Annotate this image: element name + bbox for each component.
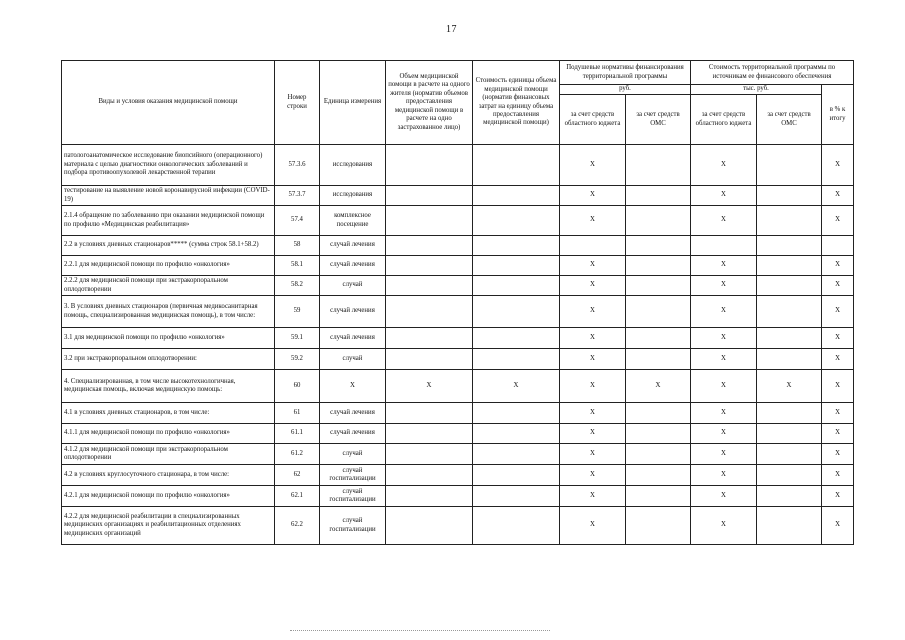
row-unit: случай лечения xyxy=(320,328,386,349)
row-unit-cost xyxy=(473,403,560,424)
row-per-capita-budget: X xyxy=(560,276,626,296)
row-description: 4.1.1 для медицинской помощи по профилю «онкология» xyxy=(62,424,275,444)
header-cost-budget: за счет средств областного юджета xyxy=(691,95,757,145)
row-cost-oms xyxy=(757,186,822,206)
row-unit: случай лечения xyxy=(320,403,386,424)
row-cost-oms xyxy=(757,424,822,444)
row-unit: случай xyxy=(320,444,386,465)
row-unit: X xyxy=(320,370,386,403)
row-description: 4. Специализированная, в том числе высокотехнологичная, медицинская помощь, включая медицинскую помощь: xyxy=(62,370,275,403)
row-per-capita-oms xyxy=(626,145,691,186)
row-cost-budget: X xyxy=(691,296,757,328)
row-description: 3.1 для медицинской помощи по профилю «онкология» xyxy=(62,328,275,349)
row-per-capita-budget: X xyxy=(560,328,626,349)
row-cost-percent: X xyxy=(822,349,854,370)
financing-table xyxy=(61,60,854,545)
table-row xyxy=(62,465,854,486)
row-cost-percent: X xyxy=(822,507,854,545)
header-cost-unit: тыс. руб. xyxy=(691,85,822,95)
row-cost-percent: X xyxy=(822,424,854,444)
row-number: 61.2 xyxy=(275,444,320,465)
row-description: 2.2 в условиях дневных стационаров***** (сумма строк 58.1+58.2) xyxy=(62,236,275,256)
header-unit-cost: Стоимость единицы объема медицинской помощи (норматив финансовых затрат на единицу объема предоставления медицинской помощи) xyxy=(473,61,560,145)
header-volume: Объем медицинской помощи в расчете на одного жителя (норматив объемов предоставления медицинской помощи в расчете на одно застрахованное лицо) xyxy=(386,61,473,145)
header-per-capita-budget: за счет средств областного юджета xyxy=(560,95,626,145)
row-cost-oms xyxy=(757,276,822,296)
row-unit: случай xyxy=(320,276,386,296)
row-description: 2.2.2 для медицинской помощи при экстракорпоральном оплодотворении xyxy=(62,276,275,296)
row-volume xyxy=(386,403,473,424)
row-unit-cost xyxy=(473,276,560,296)
row-unit: случай лечения xyxy=(320,236,386,256)
row-volume xyxy=(386,145,473,186)
row-number: 62.2 xyxy=(275,507,320,545)
row-number: 59.1 xyxy=(275,328,320,349)
row-unit-cost xyxy=(473,465,560,486)
row-per-capita-oms xyxy=(626,486,691,507)
row-cost-oms xyxy=(757,206,822,236)
row-number: 57.4 xyxy=(275,206,320,236)
row-description: 3.2 при экстракорпоральном оплодотворении: xyxy=(62,349,275,370)
header-cost-percent: в % к итогу xyxy=(822,85,854,145)
row-cost-oms xyxy=(757,403,822,424)
row-number: 57.3.6 xyxy=(275,145,320,186)
row-volume: X xyxy=(386,370,473,403)
scan-artifact-line xyxy=(290,630,550,632)
row-cost-budget: X xyxy=(691,256,757,276)
row-per-capita-oms xyxy=(626,328,691,349)
row-volume xyxy=(386,328,473,349)
row-volume xyxy=(386,349,473,370)
row-volume xyxy=(386,444,473,465)
row-description: 2.1.4 обращение по заболеванию при оказании медицинской помощи по профилю «Медицинская реабилитация» xyxy=(62,206,275,236)
table-row xyxy=(62,296,854,328)
table-row xyxy=(62,507,854,545)
row-unit: исследования xyxy=(320,186,386,206)
row-cost-budget xyxy=(691,236,757,256)
row-cost-oms xyxy=(757,507,822,545)
row-cost-budget: X xyxy=(691,276,757,296)
row-description: 4.2.1 для медицинской помощи по профилю «онкология» xyxy=(62,486,275,507)
row-cost-budget: X xyxy=(691,403,757,424)
row-cost-oms xyxy=(757,444,822,465)
row-unit-cost: X xyxy=(473,370,560,403)
row-per-capita-oms xyxy=(626,296,691,328)
row-cost-oms xyxy=(757,256,822,276)
row-unit: исследования xyxy=(320,145,386,186)
row-per-capita-oms xyxy=(626,236,691,256)
row-unit-cost xyxy=(473,444,560,465)
table-row xyxy=(62,328,854,349)
row-volume xyxy=(386,486,473,507)
row-cost-percent: X xyxy=(822,206,854,236)
row-volume xyxy=(386,256,473,276)
header-row-number: Номер строки xyxy=(275,61,320,145)
row-volume xyxy=(386,507,473,545)
row-per-capita-oms xyxy=(626,186,691,206)
row-per-capita-oms xyxy=(626,276,691,296)
row-volume xyxy=(386,465,473,486)
row-description: 4.1 в условиях дневных стационаров, в том числе: xyxy=(62,403,275,424)
row-volume xyxy=(386,206,473,236)
row-cost-budget: X xyxy=(691,349,757,370)
row-per-capita-budget: X xyxy=(560,256,626,276)
row-unit: случай госпитализации xyxy=(320,507,386,545)
row-number: 58.2 xyxy=(275,276,320,296)
row-description: тестирование на выявление новой коронавирусной инфекции (COVID-19) xyxy=(62,186,275,206)
row-per-capita-budget: X xyxy=(560,403,626,424)
row-cost-budget: X xyxy=(691,465,757,486)
row-cost-percent: X xyxy=(822,486,854,507)
header-kind: Виды и условия оказания медицинской помощи xyxy=(62,61,275,145)
row-cost-oms xyxy=(757,486,822,507)
table-row xyxy=(62,186,854,206)
row-number: 62.1 xyxy=(275,486,320,507)
row-cost-budget: X xyxy=(691,370,757,403)
row-cost-oms xyxy=(757,349,822,370)
row-cost-percent: X xyxy=(822,403,854,424)
header-per-capita-unit: руб. xyxy=(560,85,691,95)
row-cost-percent: X xyxy=(822,328,854,349)
row-cost-budget: X xyxy=(691,444,757,465)
row-per-capita-oms xyxy=(626,256,691,276)
row-per-capita-oms xyxy=(626,507,691,545)
row-number: 58 xyxy=(275,236,320,256)
row-per-capita-budget: X xyxy=(560,465,626,486)
row-cost-percent: X xyxy=(822,296,854,328)
row-per-capita-oms xyxy=(626,403,691,424)
row-unit: случай госпитализации xyxy=(320,465,386,486)
row-description: 4.1.2 для медицинской помощи при экстракорпоральном оплодотворении xyxy=(62,444,275,465)
row-per-capita-budget: X xyxy=(560,296,626,328)
header-unit: Единица измерения xyxy=(320,61,386,145)
row-number: 59.2 xyxy=(275,349,320,370)
row-cost-budget: X xyxy=(691,424,757,444)
row-per-capita-budget: X xyxy=(560,444,626,465)
row-cost-percent: X xyxy=(822,256,854,276)
row-per-capita-oms xyxy=(626,444,691,465)
table-row xyxy=(62,349,854,370)
table-header xyxy=(62,61,854,145)
row-cost-oms xyxy=(757,145,822,186)
row-unit: случай госпитализации xyxy=(320,486,386,507)
table-row xyxy=(62,145,854,186)
row-volume xyxy=(386,186,473,206)
row-unit-cost xyxy=(473,256,560,276)
row-number: 59 xyxy=(275,296,320,328)
row-unit: случай лечения xyxy=(320,296,386,328)
header-program-cost: Стоимость территориальной программы по источникам ее финансового обеспечения xyxy=(691,61,854,85)
row-unit: случай лечения xyxy=(320,424,386,444)
row-per-capita-budget: X xyxy=(560,424,626,444)
table-row xyxy=(62,370,854,403)
row-per-capita-oms xyxy=(626,349,691,370)
row-per-capita-budget xyxy=(560,236,626,256)
row-volume xyxy=(386,424,473,444)
row-number: 60 xyxy=(275,370,320,403)
row-cost-budget: X xyxy=(691,186,757,206)
row-description: 4.2 в условиях круглосуточного стационара, в том числе: xyxy=(62,465,275,486)
row-description: 4.2.2 для медицинской реабилитации в специализированных медицинских организациях и реабилитационных отделениях медицинских организаций xyxy=(62,507,275,545)
row-unit-cost xyxy=(473,349,560,370)
row-number: 61.1 xyxy=(275,424,320,444)
row-cost-budget: X xyxy=(691,145,757,186)
row-number: 58.1 xyxy=(275,256,320,276)
row-unit-cost xyxy=(473,328,560,349)
row-unit-cost xyxy=(473,236,560,256)
row-unit-cost xyxy=(473,145,560,186)
row-cost-oms xyxy=(757,296,822,328)
row-cost-percent: X xyxy=(822,465,854,486)
row-per-capita-budget: X xyxy=(560,186,626,206)
row-unit-cost xyxy=(473,206,560,236)
row-per-capita-budget: X xyxy=(560,507,626,545)
row-unit-cost xyxy=(473,296,560,328)
row-unit-cost xyxy=(473,424,560,444)
row-volume xyxy=(386,236,473,256)
row-cost-budget: X xyxy=(691,486,757,507)
row-cost-oms xyxy=(757,236,822,256)
row-cost-percent: X xyxy=(822,370,854,403)
row-unit-cost xyxy=(473,186,560,206)
table-row xyxy=(62,236,854,256)
row-cost-oms: X xyxy=(757,370,822,403)
row-per-capita-budget: X xyxy=(560,145,626,186)
row-number: 62 xyxy=(275,465,320,486)
table-row xyxy=(62,424,854,444)
row-per-capita-budget: X xyxy=(560,349,626,370)
row-unit-cost xyxy=(473,486,560,507)
row-cost-budget: X xyxy=(691,206,757,236)
row-description: 3. В условиях дневных стационаров (первичная медикосанитарная помощь, специализированная медицинская помощь), в том числе: xyxy=(62,296,275,328)
row-volume xyxy=(386,276,473,296)
row-per-capita-oms xyxy=(626,206,691,236)
row-per-capita-budget: X xyxy=(560,370,626,403)
table-row xyxy=(62,486,854,507)
row-unit: случай xyxy=(320,349,386,370)
row-description: 2.2.1 для медицинской помощи по профилю «онкология» xyxy=(62,256,275,276)
table-row xyxy=(62,256,854,276)
row-cost-oms xyxy=(757,465,822,486)
row-cost-percent: X xyxy=(822,444,854,465)
header-per-capita-oms: за счет средств ОМС xyxy=(626,95,691,145)
row-per-capita-oms xyxy=(626,465,691,486)
row-cost-percent: X xyxy=(822,186,854,206)
row-cost-percent: X xyxy=(822,145,854,186)
row-cost-percent: X xyxy=(822,276,854,296)
table-row xyxy=(62,444,854,465)
row-unit: случай лечения xyxy=(320,256,386,276)
row-number: 61 xyxy=(275,403,320,424)
row-volume xyxy=(386,296,473,328)
row-unit-cost xyxy=(473,507,560,545)
table-row xyxy=(62,403,854,424)
row-number: 57.3.7 xyxy=(275,186,320,206)
row-cost-percent xyxy=(822,236,854,256)
row-unit: комплексное посещение xyxy=(320,206,386,236)
row-description: патологоанатомическое исследование биопсийного (операционного) материала с целью диагностики онкологических заболеваний и подбора противоопухолевой лекарственной терапии xyxy=(62,145,275,186)
row-cost-budget: X xyxy=(691,507,757,545)
row-per-capita-oms: X xyxy=(626,370,691,403)
row-per-capita-budget: X xyxy=(560,206,626,236)
row-per-capita-oms xyxy=(626,424,691,444)
header-cost-oms: за счет средств ОМС xyxy=(757,95,822,145)
row-cost-oms xyxy=(757,328,822,349)
row-per-capita-budget: X xyxy=(560,486,626,507)
header-per-capita: Подушевые нормативы финансирования территориальной программы xyxy=(560,61,691,85)
table-row xyxy=(62,206,854,236)
row-cost-budget: X xyxy=(691,328,757,349)
page-number: 17 xyxy=(446,24,457,35)
table-row xyxy=(62,276,854,296)
